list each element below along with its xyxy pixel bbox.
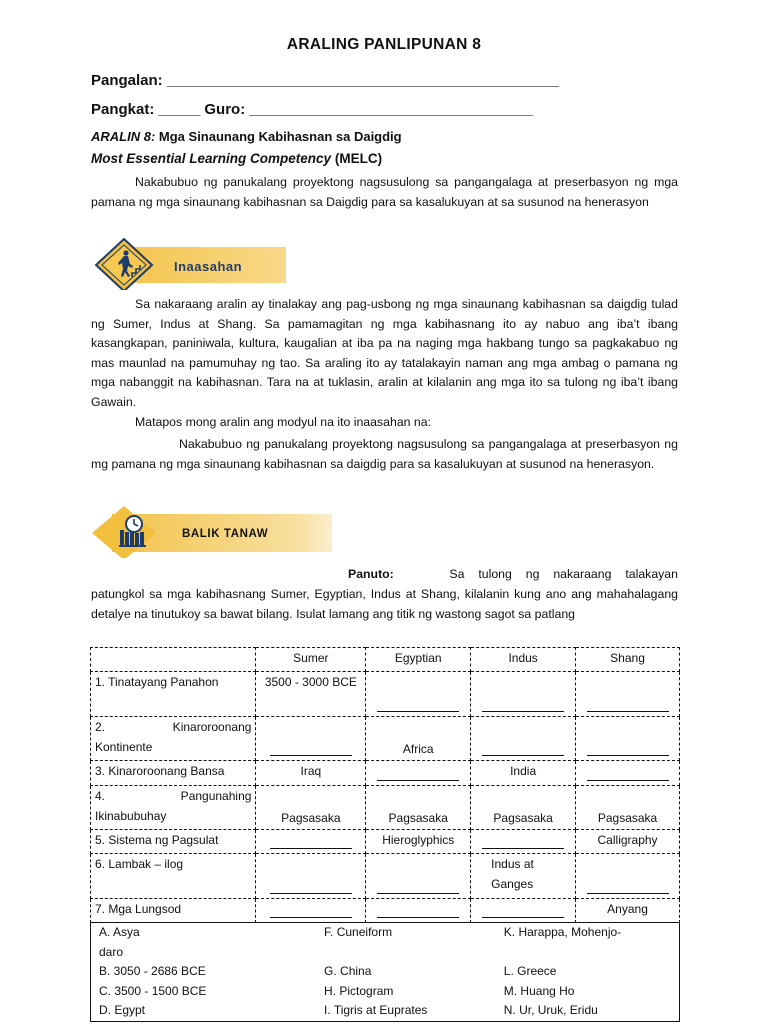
group-teacher-field[interactable]: Pangkat: _____ Guro: __________________________________ [91, 101, 534, 118]
cell-egyptian[interactable] [366, 761, 471, 786]
list-item [91, 1001, 680, 1021]
table-header-row [91, 648, 680, 672]
choice-a: A. Asya [99, 925, 140, 939]
balik-tanaw-label: BALIK TANAW [182, 528, 269, 540]
list-item [91, 943, 680, 963]
row-label: 3. Kinaroroonang Bansa [91, 761, 256, 786]
cell-egyptian: Africa [366, 717, 471, 761]
table-row [91, 854, 680, 899]
table-row [91, 899, 680, 923]
cell-sumer: 3500 - 3000 BCE [256, 672, 366, 717]
cell-indus: India [471, 761, 576, 786]
header-egyptian: Egyptian [366, 648, 471, 672]
cell-indus[interactable] [471, 717, 576, 761]
cell-egyptian[interactable] [366, 854, 471, 899]
cell-sumer: Pagsasaka [256, 786, 366, 830]
row-label-line-1: 2. Kinaroroonang [95, 720, 252, 734]
cell-shang[interactable] [576, 761, 680, 786]
inaasahan-objective: Nakabubuo ng panukalang proyektong nagsusulong sa pangangalaga at preserbasyon ng mg pamana ng mga sinaunang kabihasnan sa daigdig para sa kasalukuyan at susunod na henerasyon. [91, 437, 678, 471]
cell-indus[interactable] [471, 672, 576, 717]
cell-sumer[interactable] [256, 854, 366, 899]
answer-choices-box [90, 922, 680, 1022]
row-label [91, 786, 256, 830]
list-item [91, 923, 680, 943]
choice-empty [316, 943, 496, 963]
answer-blank[interactable] [377, 699, 459, 712]
row-label-line-1: 4. Pangunahing [95, 789, 252, 803]
cell-indus: Pagsasaka [471, 786, 576, 830]
name-field[interactable]: Pangalan: _______________________________________________ [91, 72, 559, 89]
melc-text: Nakabubuo ng panukalang proyektong nagsusulong sa pangangalaga at preserbasyon ng mga pamana ng mga sinaunang kabihasnan sa Daigdig para sa kasalukuyan at sa susunod na henerasyon [91, 175, 678, 209]
inaasahan-paragraph: Sa nakaraang aralin ay tinalakay ang pag-usbong ng mga sinaunang kabihasnan sa daigdig tulad ng Sumer, Indus at Shang. Sa pamamagitan ng mga kabihasnang ito ay nabuo ang iba’t ibang kasangkapan, paniniwala, kultura, kaugalian at iba pa na naging mga hakbang tungo sa pagkakabuo ng mas maunlad na pamumuhay ng tao. Sa araling ito ay tatalakayin naman ang mga ambag o pamana ng mga nabanggit na kabihasnan. Tara na at tuklasin, aralin at kilalanin ang mga ito sa tulong ng iba’t ibang Gawain. [91, 297, 678, 409]
header-sumer: Sumer [256, 648, 366, 672]
cell-sumer[interactable] [256, 717, 366, 761]
cell-shang[interactable] [576, 672, 680, 717]
choice-g: G. China [324, 964, 372, 978]
choice-empty [496, 943, 680, 963]
header-indus: Indus [471, 648, 576, 672]
table-row [91, 717, 680, 761]
answer-blank[interactable] [482, 905, 564, 918]
choice-l: L. Greece [503, 964, 557, 978]
choice-m: M. Huang Ho [503, 983, 575, 998]
answer-blank[interactable] [482, 836, 564, 849]
choice-f: F. Cuneiform [324, 925, 393, 939]
cell-shang: Anyang [576, 899, 680, 923]
table-row [91, 786, 680, 830]
table-row [91, 672, 680, 717]
lesson-number: ARALIN 8: [91, 129, 156, 144]
answer-blank[interactable] [377, 905, 459, 918]
answer-blank[interactable] [270, 836, 352, 849]
answer-blank[interactable] [482, 743, 564, 756]
table-row [91, 761, 680, 786]
choice-k-continued: daro [99, 944, 124, 959]
melc-label: Most Essential Learning Competency [91, 151, 332, 166]
list-item [91, 982, 680, 1002]
choice-d: D. Egypt [99, 1003, 146, 1017]
cell-sumer: Iraq [256, 761, 366, 786]
answer-blank[interactable] [270, 881, 352, 894]
choice-i: I. Tigris at Euprates [324, 1003, 428, 1017]
table-row [91, 830, 680, 854]
row-label: 6. Lambak – ilog [91, 854, 256, 899]
melc-heading [91, 151, 382, 166]
civilization-table [90, 647, 680, 923]
choice-b: B. 3050 - 2686 BCE [99, 964, 206, 978]
lesson-heading [91, 129, 402, 144]
row-label: 5. Sistema ng Pagsulat [91, 830, 256, 854]
row-label: 7. Mga Lungsod [91, 899, 256, 923]
panuto-line-1 [348, 565, 678, 585]
cell-egyptian: Hieroglyphics [366, 830, 471, 854]
panuto-text-1: Sa tulong ng nakaraang talakayan [449, 567, 678, 581]
cell-shang[interactable] [576, 717, 680, 761]
header-shang: Shang [576, 648, 680, 672]
answer-blank[interactable] [587, 768, 669, 781]
panuto-label: Panuto: [348, 567, 394, 581]
cell-egyptian: Pagsasaka [366, 786, 471, 830]
choice-h: H. Pictogram [324, 983, 394, 998]
answer-blank[interactable] [587, 743, 669, 756]
cell-sumer[interactable] [256, 830, 366, 854]
inaasahan-intro: Matapos mong aralin ang modyul na ito inaasahan na: [135, 415, 432, 429]
panuto-text-2: patungkol sa mga kabihasnang Sumer, Egyptian, Indus at Shang, kilalanin kung ano ang mahahalagang detalye na tinutukoy sa bawat bilang. Isulat lamang ang titik ng wastong sagot sa patlang [91, 587, 678, 621]
choice-c: C. 3500 - 1500 BCE [99, 983, 207, 998]
cell-indus: Indus at Ganges [471, 854, 576, 899]
melc-abbr: (MELC) [334, 151, 383, 166]
cell-egyptian[interactable] [366, 672, 471, 717]
choice-k: K. Harappa, Mohenjo- [503, 925, 622, 939]
answer-blank[interactable] [270, 743, 352, 756]
page-title: ARALING PANLIPUNAN 8 [286, 36, 482, 53]
cell-egyptian[interactable] [366, 899, 471, 923]
lesson-title: Mga Sinaunang Kabihasnan sa Daigdig [158, 129, 402, 144]
cell-shang: Pagsasaka [576, 786, 680, 830]
answer-blank[interactable] [270, 905, 352, 918]
choice-n: N. Ur, Uruk, Eridu [503, 1003, 598, 1017]
cell-indus[interactable] [471, 830, 576, 854]
answer-blank[interactable] [587, 881, 669, 894]
row-label: 1. Tinatayang Panahon [91, 672, 256, 717]
row-label [91, 717, 256, 761]
row-label-line-2: Kontinente [95, 739, 153, 754]
cell-shang: Calligraphy [576, 830, 680, 854]
cell-shang[interactable] [576, 854, 680, 899]
cell-indus[interactable] [471, 899, 576, 923]
row-label-line-2: Ikinabubuhay [95, 808, 167, 823]
inaasahan-label: Inaasahan [174, 259, 243, 274]
list-item [91, 962, 680, 982]
answer-blank[interactable] [587, 699, 669, 712]
answer-blank[interactable] [377, 768, 459, 781]
header-cell [91, 648, 256, 672]
cell-sumer[interactable] [256, 899, 366, 923]
answer-blank[interactable] [377, 881, 459, 894]
answer-blank[interactable] [482, 699, 564, 712]
